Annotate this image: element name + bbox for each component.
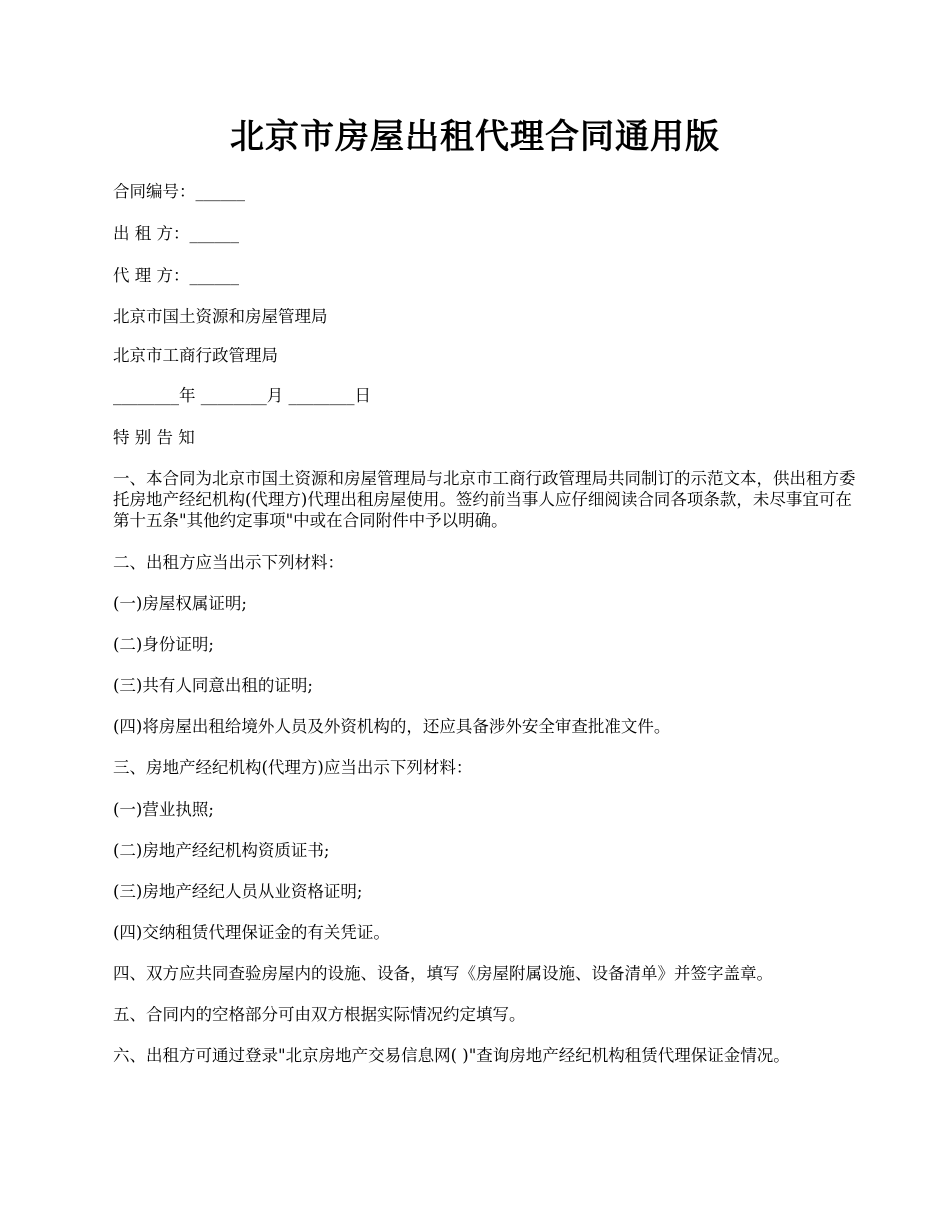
lessor-blank: ______ — [189, 224, 239, 243]
paragraph-3: 三、房地产经纪机构(代理方)应当出示下列材料： — [113, 758, 473, 777]
date-line — [113, 385, 858, 406]
paragraph-2-item-2: (二)身份证明; — [113, 635, 214, 654]
contract-number-label: 合同编号： — [113, 182, 196, 201]
agent-blank: ______ — [189, 266, 239, 285]
lessor-line — [113, 223, 858, 244]
issuer-land-bureau: 北京市国土资源和房屋管理局 — [113, 307, 328, 326]
paragraph-6: 六、出租方可通过登录"北京房地产交易信息网( )"查询房地产经纪机构租赁代理保证金情况。 — [113, 1046, 790, 1065]
contract-number-blank: ______ — [195, 182, 245, 201]
day-blank: ________ — [288, 386, 355, 405]
paragraph-3-item-1: (一)营业执照; — [113, 800, 214, 819]
agent-line — [113, 265, 858, 286]
year-label: 年 — [179, 386, 196, 405]
paragraph-1: 一、本合同为北京市国土资源和房屋管理局与北京市工商行政管理局共同制订的示范文本，供出租方委托房地产经纪机构(代理方)代理出租房屋使用。签约前当事人应仔细阅读合同各项条款，未尽事宜可在第十五条"其他约定事项"中或在合同附件中予以明确。 — [113, 469, 856, 530]
paragraph-3-item-4: (四)交纳租赁代理保证金的有关凭证。 — [113, 923, 390, 942]
issuer-commerce-bureau: 北京市工商行政管理局 — [113, 346, 278, 365]
paragraph-3-item-3: (三)房地产经纪人员从业资格证明; — [113, 882, 363, 901]
paragraph-2-item-3: (三)共有人同意出租的证明; — [113, 676, 313, 695]
paragraph-4: 四、双方应共同查验房屋内的设施、设备，填写《房屋附属设施、设备清单》并签字盖章。 — [113, 964, 773, 983]
contract-number-line — [113, 181, 858, 202]
agent-label: 代 理 方： — [113, 266, 190, 285]
paragraph-3-item-2: (二)房地产经纪机构资质证书; — [113, 841, 330, 860]
month-label: 月 — [266, 386, 284, 405]
year-blank: ________ — [113, 386, 179, 405]
notice-heading: 特 别 告 知 — [113, 428, 195, 447]
paragraph-2-item-4: (四)将房屋出租给境外人员及外资机构的，还应具备涉外安全审查批准文件。 — [113, 717, 671, 736]
month-blank: ________ — [200, 386, 267, 405]
paragraph-5: 五、合同内的空格部分可由双方根据实际情况约定填写。 — [113, 1005, 526, 1024]
day-label: 日 — [354, 386, 371, 405]
lessor-label: 出 租 方： — [113, 224, 190, 243]
paragraph-2: 二、出租方应当出示下列材料： — [113, 553, 344, 572]
document-title: 北京市房屋出租代理合同通用版 — [230, 117, 720, 157]
paragraph-2-item-1: (一)房屋权属证明; — [113, 594, 247, 613]
